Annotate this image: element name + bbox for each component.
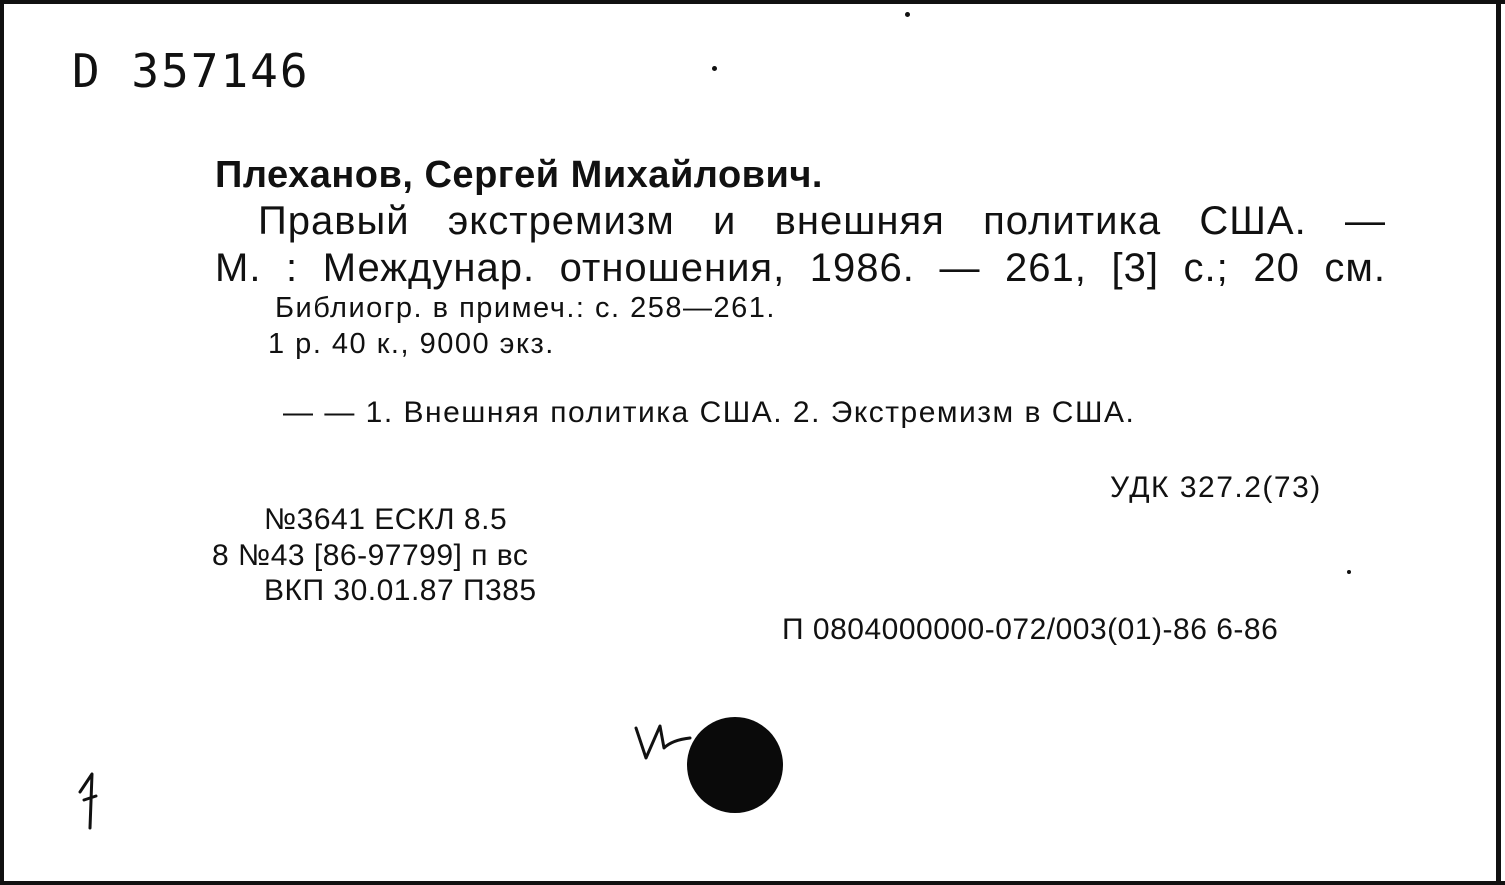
handwritten-checkmark-icon [636, 726, 690, 758]
handwritten-digit-icon [80, 774, 96, 828]
price-note: 1 р. 40 к., 9000 экз. [268, 328, 555, 360]
service-line-2: 8 №43 [86-97799] п вс [212, 539, 529, 572]
inventory-number: D 357146 [72, 44, 310, 98]
title-line-1: Правый экстремизм и внешняя политика США. — [258, 199, 1386, 243]
author-heading: Плеханов, Сергей Михайлович. [215, 154, 823, 196]
service-line-1: №3641 ЕСКЛ 8.5 [264, 503, 508, 536]
publisher-code-line: П 0804000000-072/003(01)-86 6-86 [782, 613, 1279, 646]
service-line-3: ВКП 30.01.87 П385 [264, 574, 537, 607]
subject-headings: — — 1. Внешняя политика США. 2. Экстремизм в США. [283, 396, 1136, 429]
title-line-2: М. : Междунар. отношения, 1986. — 261, [3] с.; 20 см. [215, 246, 1386, 290]
bibliography-note: Библиогр. в примеч.: с. 258—261. [275, 292, 776, 324]
udc-code: УДК 327.2(73) [1110, 471, 1322, 504]
